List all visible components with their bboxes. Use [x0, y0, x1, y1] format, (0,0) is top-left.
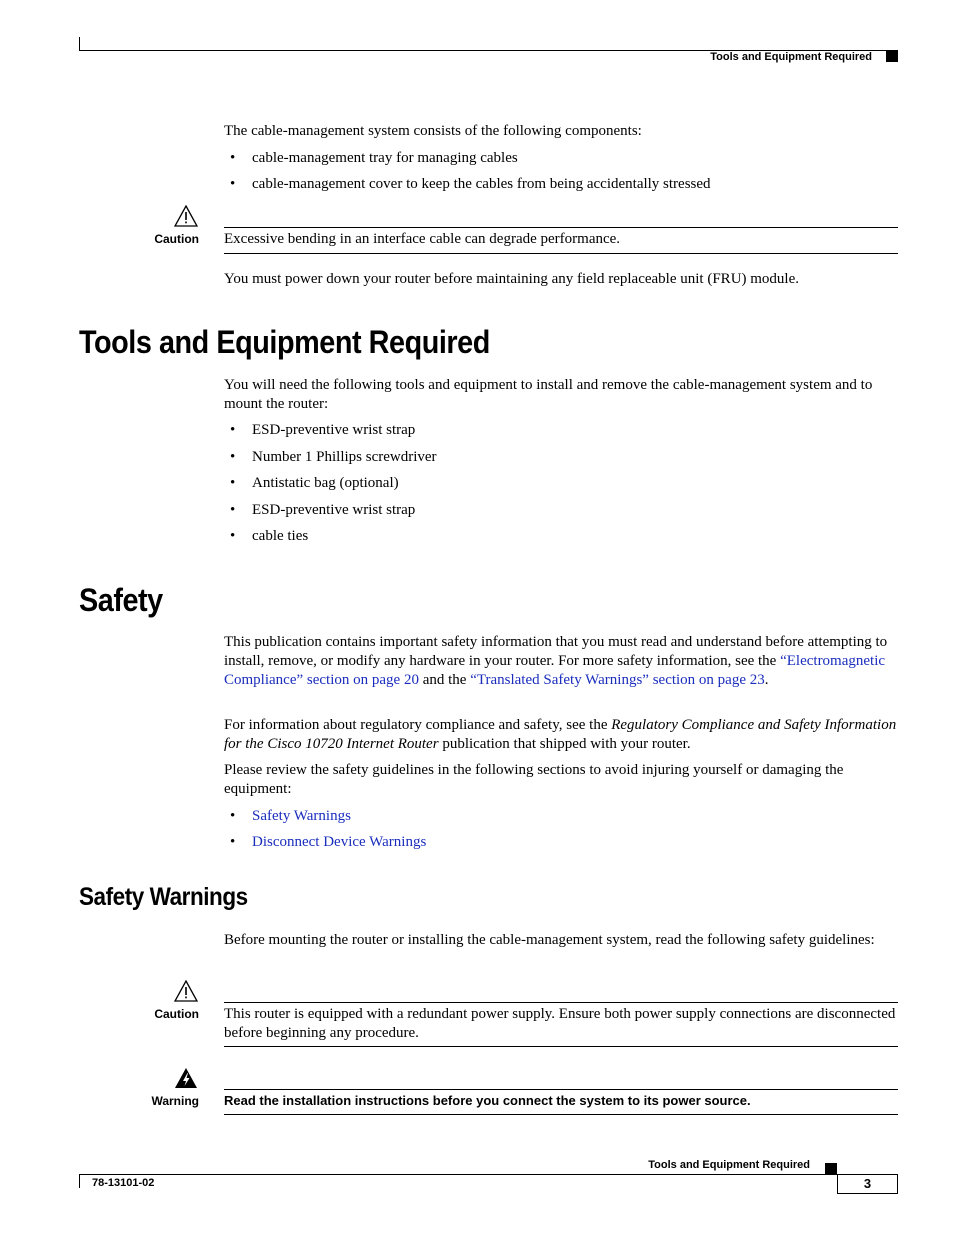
caution-top-rule [224, 1002, 898, 1003]
list-item-text: cable-management cover to keep the cables from being accidentally stressed [252, 176, 711, 192]
caution-text: Excessive bending in an interface cable can degrade performance. [224, 231, 621, 247]
intro-lead: The cable-management system consists of the following components: [224, 123, 642, 139]
bullet: • [230, 422, 236, 438]
list-item [230, 807, 351, 826]
list-item [230, 421, 415, 440]
link-disconnect-device-warnings[interactable]: Disconnect Device Warnings [252, 834, 427, 850]
safety-p1-text-a: This publication contains important safety information that you must read and understand before attempting to install, remove, or modify any hardware in your router. For more safety information, see the [224, 634, 888, 669]
caution-triangle-icon [174, 205, 198, 232]
warning-bottom-rule [224, 1114, 898, 1115]
list-item [230, 527, 308, 546]
caution-label: Caution [154, 232, 199, 246]
safety-paragraph-2 [224, 716, 898, 754]
bullet: • [230, 808, 236, 824]
header-section-title: Tools and Equipment Required [710, 51, 872, 63]
caution-bottom-rule [224, 253, 898, 254]
link-safety-warnings[interactable]: Safety Warnings [252, 808, 351, 824]
list-item [230, 833, 426, 852]
bullet: • [230, 449, 236, 465]
list-item-text: ESD-preventive wrist strap [252, 502, 416, 518]
safety-p1-text-b: and the [418, 672, 471, 688]
list-item-text: Antistatic bag (optional) [252, 475, 399, 491]
list-item [230, 175, 711, 194]
safety-p2-text-a: For information about regulatory compliance and safety, see the [224, 717, 612, 733]
list-item-text: Number 1 Phillips screwdriver [252, 449, 437, 465]
footer-left-bar [79, 1174, 80, 1188]
caution-bottom-rule [224, 1046, 898, 1047]
caution-text: This router is equipped with a redundant power supply. Ensure both power supply connections are disconnected before beginning any procedure. [224, 1006, 896, 1041]
list-item-text: cable-management tray for managing cables [252, 150, 518, 166]
subsection-heading-safety-warnings: Safety Warnings [79, 883, 248, 911]
page-number: 3 [863, 1176, 872, 1191]
list-item [230, 448, 437, 467]
safety-p2-text-b: publication that shipped with your router. [438, 736, 691, 752]
list-item [230, 501, 415, 520]
list-item-text: ESD-preventive wrist strap [252, 422, 416, 438]
safety-paragraph-1 [224, 633, 898, 690]
tools-lead: You will need the following tools and equipment to install and remove the cable-management system and to mount the router: [224, 377, 873, 412]
link-translated-safety-warnings[interactable]: “Translated Safety Warnings” section on page 23 [470, 672, 765, 688]
bullet: • [230, 475, 236, 491]
warning-text: Read the installation instructions before you connect the system to its power source. [224, 1093, 751, 1108]
warning-top-rule [224, 1089, 898, 1090]
warning-label: Warning [151, 1094, 199, 1108]
caution-label: Caution [154, 1007, 199, 1021]
list-item-text: cable ties [252, 528, 309, 544]
link-electromagnetic-compliance[interactable]: “Electromagnetic Compliance” section on page 20 [224, 653, 886, 688]
footer-rule [79, 1174, 898, 1175]
section-heading-tools: Tools and Equipment Required [79, 324, 490, 360]
bullet: • [230, 834, 236, 850]
warning-lightning-icon [174, 1067, 198, 1094]
footer-section-title: Tools and Equipment Required [648, 1159, 810, 1171]
page-number-box [837, 1174, 898, 1194]
bullet: • [230, 502, 236, 518]
bullet: • [230, 150, 236, 166]
caution-triangle-icon [174, 980, 198, 1007]
list-item [230, 149, 518, 168]
list-item [230, 474, 399, 493]
bullet: • [230, 528, 236, 544]
header-left-bar [79, 37, 80, 51]
safety-paragraph-3: Please review the safety guidelines in the following sections to avoid injuring yourself or damaging the equipment: [224, 762, 844, 797]
safety-warnings-lead: Before mounting the router or installing the cable-management system, read the following safety guidelines: [224, 932, 875, 948]
bullet: • [230, 176, 236, 192]
section-heading-safety: Safety [79, 582, 163, 618]
header-black-box [886, 51, 898, 62]
safety-p1-text-c: . [764, 672, 769, 688]
intro-after-text: You must power down your router before maintaining any field replaceable unit (FRU) module. [224, 271, 800, 287]
footer-black-box [825, 1163, 837, 1174]
footer-doc-number: 78-13101-02 [92, 1177, 155, 1189]
caution-top-rule [224, 227, 898, 228]
publication-title: Regulatory Compliance and Safety Information for the Cisco 10720 Internet Router [224, 717, 897, 752]
